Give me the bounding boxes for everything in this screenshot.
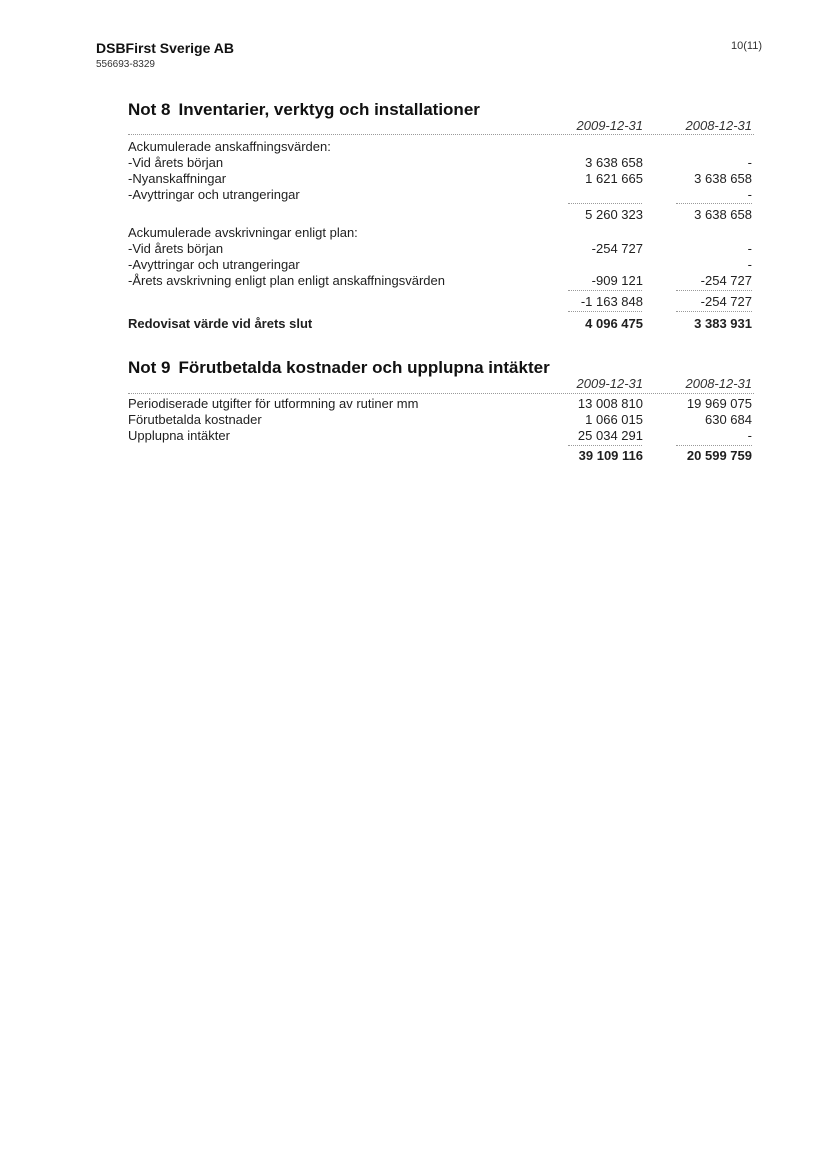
row-value-2009: -254 727 [591,241,643,256]
row-value-2008: -254 727 [700,273,752,288]
row-value-2008: - [747,155,752,170]
table-row [128,206,754,223]
company-name: DSBFirst Sverige AB [96,40,234,56]
note-9-number: Not 9 [128,358,171,377]
table-row [128,170,754,187]
org-number: 556693-8329 [96,59,155,70]
row-label: -Årets avskrivning enligt plan enligt anskaffningsvärden [128,273,445,288]
table-row-total [128,447,754,464]
row-label: Ackumulerade anskaffningsvärden: [128,139,331,154]
row-value-2008: -254 727 [700,294,752,309]
note-8-number: Not 8 [128,100,171,119]
row-value-2009: 25 034 291 [577,428,643,443]
table-row [128,272,754,289]
table-row [128,224,754,241]
row-label: Upplupna intäkter [128,428,230,443]
row-value-2008: 19 969 075 [686,396,752,411]
subtotal-rule [568,290,642,291]
note-9-col-2009: 2009-12-31 [576,376,643,391]
note-9-title-text: Förutbetalda kostnader och upplupna intäkter [178,358,550,377]
table-row-total [128,315,754,332]
subtotal-rule [676,445,752,446]
row-value-2009: -1 163 848 [580,294,643,309]
subtotal-rule [676,311,752,312]
row-value-2009: -909 121 [591,273,643,288]
row-value-2009: 1 621 665 [585,171,643,186]
row-value-2009: 39 109 116 [578,448,643,463]
row-label: -Vid årets början [128,241,224,256]
subtotal-rule [568,203,642,204]
note-9-title [128,358,550,378]
row-value-2008: 3 638 658 [694,171,752,186]
row-label: Redovisat värde vid årets slut [128,316,313,331]
table-row [128,138,754,155]
row-label: Förutbetalda kostnader [128,412,262,427]
note-8-title [128,100,480,120]
row-value-2008: - [747,428,752,443]
note-8-header-rule [128,134,754,135]
table-row [128,256,754,273]
note-8-col-2009: 2009-12-31 [576,118,643,133]
row-value-2008: 630 684 [705,412,752,427]
table-row [128,240,754,257]
subtotal-rule [568,445,642,446]
row-label: -Nyanskaffningar [128,171,227,186]
row-value-2009: 5 260 323 [585,207,643,222]
subtotal-rule [676,203,752,204]
subtotal-rule [676,290,752,291]
row-label: -Avyttringar och utrangeringar [128,257,300,272]
subtotal-rule [568,311,642,312]
row-value-2008: - [747,257,752,272]
note-9-header-rule [128,393,754,394]
row-value-2008: - [747,187,752,202]
table-row [128,154,754,171]
row-value-2008: - [747,241,752,256]
row-value-2009: 3 638 658 [585,155,643,170]
row-label: -Avyttringar och utrangeringar [128,187,300,202]
row-label: -Vid årets början [128,155,224,170]
row-value-2009: 4 096 475 [585,316,643,331]
row-value-2008: 3 383 931 [694,316,752,331]
row-value-2008: 20 599 759 [686,448,752,463]
note-8-col-2008: 2008-12-31 [685,118,752,133]
note-9-col-2008: 2008-12-31 [685,376,752,391]
table-row [128,427,754,444]
note-8-title-text: Inventarier, verktyg och installationer [178,100,480,119]
row-value-2009: 1 066 015 [585,412,643,427]
table-row [128,395,754,412]
row-label: Periodiserade utgifter för utformning av rutiner mm [128,396,419,411]
row-value-2008: 3 638 658 [694,207,752,222]
page-number: 10(11) [731,40,762,52]
table-row [128,411,754,428]
row-label: Ackumulerade avskrivningar enligt plan: [128,225,358,240]
table-row [128,186,754,203]
row-value-2009: 13 008 810 [577,396,643,411]
table-row [128,293,754,310]
